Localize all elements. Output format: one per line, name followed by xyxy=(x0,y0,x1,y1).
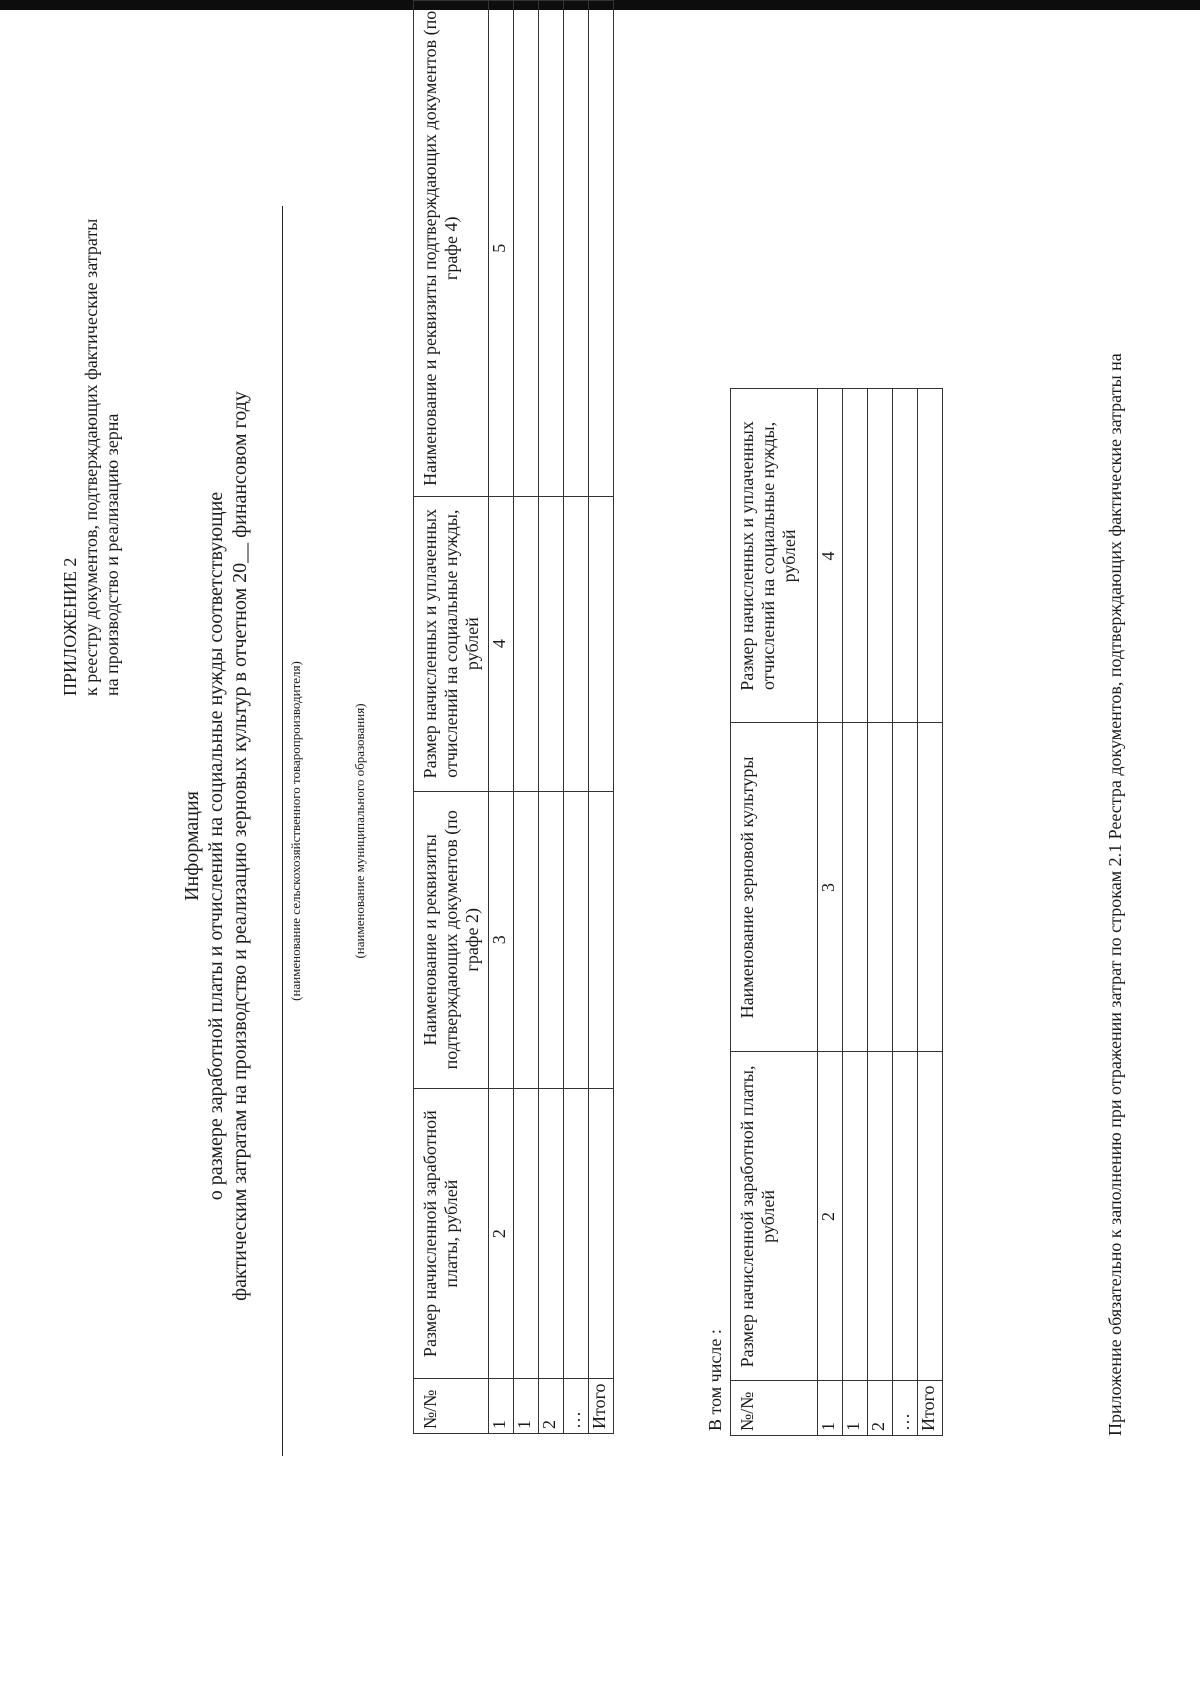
title-line-1: Информация xyxy=(181,791,203,901)
table-cell xyxy=(918,1052,943,1381)
appendix-heading: ПРИЛОЖЕНИЕ 2 xyxy=(60,557,80,696)
header-social-charges: Размер начисленных и уплаченных отчислений на социальные нужды, рублей xyxy=(731,389,818,723)
table-cell xyxy=(918,389,943,723)
table-cell xyxy=(893,723,918,1052)
table-cell xyxy=(843,723,868,1052)
header-social-charges: Размер начисленных и уплаченных отчислений на социальные нужды, рублей xyxy=(414,496,489,791)
table-cell xyxy=(589,1,614,497)
header-number: №/№ xyxy=(731,1381,818,1436)
table-cell xyxy=(564,1,589,497)
table-row-index: 1 xyxy=(514,1379,539,1434)
table-row-index: 1 xyxy=(489,1379,514,1434)
appendix-line-2: на производство и реализацию зерна xyxy=(102,413,122,696)
table-cell xyxy=(868,723,893,1052)
appendix-line-1: к реестру документов, подтверждающих фактические затраты xyxy=(81,218,101,696)
table-row-index: 2 xyxy=(868,1381,893,1436)
column-number: 3 xyxy=(489,791,514,1088)
table-cell xyxy=(868,1052,893,1381)
main-table xyxy=(413,0,614,1434)
column-number: 4 xyxy=(489,496,514,791)
column-number: 2 xyxy=(489,1088,514,1379)
table-cell xyxy=(893,389,918,723)
column-number: 2 xyxy=(818,1052,843,1381)
table-cell xyxy=(564,791,589,1088)
title-line-3: фактическим затратам на производство и реализацию зерновых культур в отчетном 20__ финансовом году xyxy=(229,391,251,1301)
table-cell xyxy=(589,791,614,1088)
document-title xyxy=(180,96,252,1596)
municipal-caption: (наименование муниципального образования) xyxy=(352,703,367,959)
header-crop: Наименование зерновой культуры xyxy=(731,723,818,1052)
table-cell xyxy=(843,389,868,723)
table-row-total: Итого xyxy=(589,1379,614,1434)
producer-fill-line xyxy=(282,206,283,1456)
column-number: 3 xyxy=(818,723,843,1052)
header-salary: Размер начисленной заработной платы, рублей xyxy=(414,1088,489,1379)
column-number: 4 xyxy=(818,389,843,723)
table-cell xyxy=(514,496,539,791)
table-row-index: … xyxy=(564,1379,589,1434)
table-row-index: … xyxy=(893,1381,918,1436)
table-row-index: 2 xyxy=(539,1379,564,1434)
header-salary: Размер начисленной заработной платы, рублей xyxy=(731,1052,818,1381)
producer-caption: (наименование сельскохозяйственного товаропроизводителя) xyxy=(288,661,303,1001)
table-cell xyxy=(539,1088,564,1379)
table-cell xyxy=(514,1,539,497)
table-row-index: 1 xyxy=(843,1381,868,1436)
table-cell xyxy=(918,723,943,1052)
sub-table xyxy=(730,388,943,1436)
appendix-header xyxy=(60,56,123,696)
table-cell xyxy=(843,1052,868,1381)
header-number: №/№ xyxy=(414,1379,489,1434)
table-cell xyxy=(539,1,564,497)
table-cell xyxy=(564,496,589,791)
header-salary-docs: Наименование и реквизиты подтверждающих документов (по графе 2) xyxy=(414,791,489,1088)
table-cell xyxy=(514,1088,539,1379)
table-cell xyxy=(539,496,564,791)
column-number: 5 xyxy=(489,1,514,497)
table-row-total: Итого xyxy=(918,1381,943,1436)
table-cell xyxy=(564,1088,589,1379)
table-cell xyxy=(868,389,893,723)
table-row-index: 1 xyxy=(818,1381,843,1436)
subtable-label: В том числе : xyxy=(705,1329,725,1431)
header-social-docs: Наименование и реквизиты подтверждающих документов (по графе 4) xyxy=(414,1,489,497)
table-cell xyxy=(589,1088,614,1379)
table-cell xyxy=(514,791,539,1088)
table-cell xyxy=(893,1052,918,1381)
footer-note: Приложение обязательно к заполнению при отражении затрат по строкам 2.1 Реестра документов, подтверждающих фактические затраты на xyxy=(1105,353,1125,1436)
title-line-2: о размере заработной платы и отчислений на социальные нужды соответствующие xyxy=(205,491,227,1201)
table-cell xyxy=(589,496,614,791)
table-cell xyxy=(539,791,564,1088)
